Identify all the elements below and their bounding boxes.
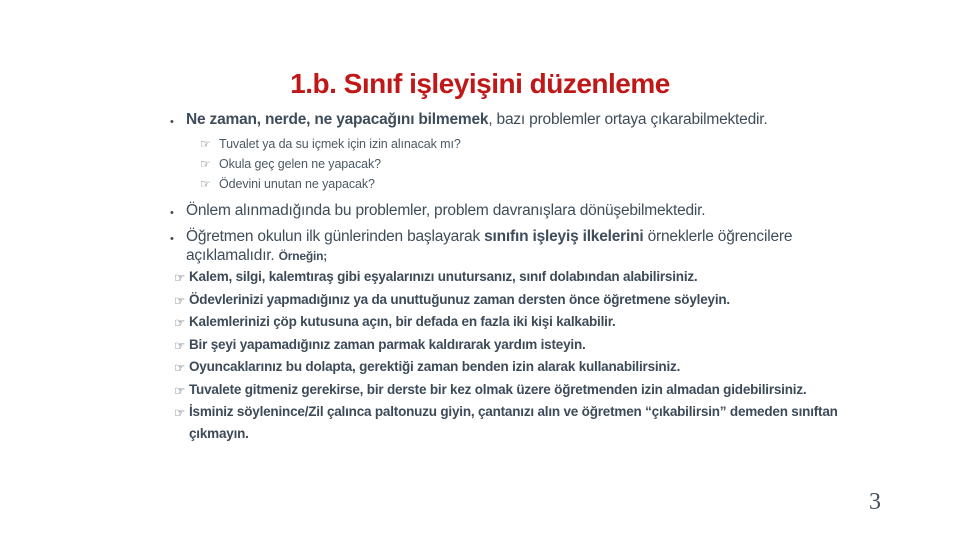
bullet3-post-text: örneklerle öğrencilere açıklamalıdır. <box>186 228 793 264</box>
list-item-text: Ödevini unutan ne yapacak? <box>219 177 375 191</box>
pointing-hand-icon: ☞ <box>174 360 186 375</box>
pointing-hand-icon: ☞ <box>174 337 186 353</box>
bullet3-bold-text: sınıfın işleyiş ilkelerini <box>484 228 644 245</box>
bullet-item-teacher <box>170 227 812 266</box>
list-item <box>200 154 720 174</box>
list-item <box>174 356 846 379</box>
bullet-icon: • <box>170 116 174 128</box>
bullet-text <box>186 227 812 266</box>
list-item-text: Okula geç gelen ne yapacak? <box>219 157 381 171</box>
bullet-item-problems <box>170 110 848 132</box>
slide-page-number: 3 <box>869 489 881 515</box>
bullet-text: Önlem alınmadığında bu problemler, problem davranışlara dönüşebilmektedir. <box>186 202 706 219</box>
pointing-hand-icon: ☞ <box>200 137 211 151</box>
list-item <box>174 401 846 444</box>
list-item-text: Ödevlerinizi yapmadığınız ya da unuttuğunuz zaman dersten önce öğretmene söyleyin. <box>189 291 730 307</box>
list-item <box>174 379 846 402</box>
pointing-hand-icon: ☞ <box>174 270 186 285</box>
bullet1-bold-text: Ne zaman, nerde, ne yapacağını bilmemek <box>186 111 489 128</box>
list-item-text: İsminiz söylenince/Zil çalınca paltonuzu giyin, çantanızı alın ve öğretmen “çıkabilirsin” demeden sınıftan çıkmayın. <box>189 404 838 441</box>
list-item-text: Tuvalet ya da su içmek için izin alınacak mı? <box>219 137 461 151</box>
list-item <box>200 174 720 194</box>
pointing-hand-icon: ☞ <box>174 292 186 308</box>
list-item-text: Bir şeyi yapamadığınız zaman parmak kaldırarak yardım isteyin. <box>189 336 586 352</box>
pointing-hand-icon: ☞ <box>174 382 186 398</box>
list-item-text: Kalem, silgi, kalemtıraş gibi eşyalarınızı unutursanız, sınıf dolabından alabilirsiniz. <box>189 269 698 284</box>
bullet-icon: • <box>170 207 174 219</box>
list-item <box>174 266 846 289</box>
list-item <box>200 134 720 154</box>
list-item <box>174 289 846 312</box>
bullet-icon: • <box>170 233 174 245</box>
slide-title: 1.b. Sınıf işleyişini düzenleme <box>290 68 670 99</box>
list-item-text: Tuvalete gitmeniz gerekirse, bir derste bir kez olmak üzere öğretmenden izin almadan gidebilirsiniz. <box>189 381 807 397</box>
list-item <box>174 311 846 334</box>
pointing-hand-icon: ☞ <box>174 315 186 330</box>
pointing-hand-icon: ☞ <box>200 177 211 191</box>
problem-questions-list <box>200 134 720 194</box>
bullet-item-precaution <box>170 201 860 223</box>
list-item-text: Kalemlerinizi çöp kutusuna açın, bir defada en fazla iki kişi kalkabilir. <box>189 314 616 329</box>
pointing-hand-icon: ☞ <box>174 405 186 420</box>
example-label: Örneğin; <box>278 249 328 263</box>
bullet3-pre-text: Öğretmen okulun ilk günlerinden başlayarak <box>186 228 485 245</box>
bullet1-rest-text: , bazı problemler ortaya çıkarabilmektedir. <box>488 111 768 128</box>
list-item-text: Oyuncaklarınız bu dolapta, gerektiği zaman benden izin alarak kullanabilirsiniz. <box>189 359 681 374</box>
list-item <box>174 334 846 357</box>
bullet-text <box>186 110 848 129</box>
classroom-rules-list <box>174 266 846 444</box>
pointing-hand-icon: ☞ <box>200 157 211 171</box>
